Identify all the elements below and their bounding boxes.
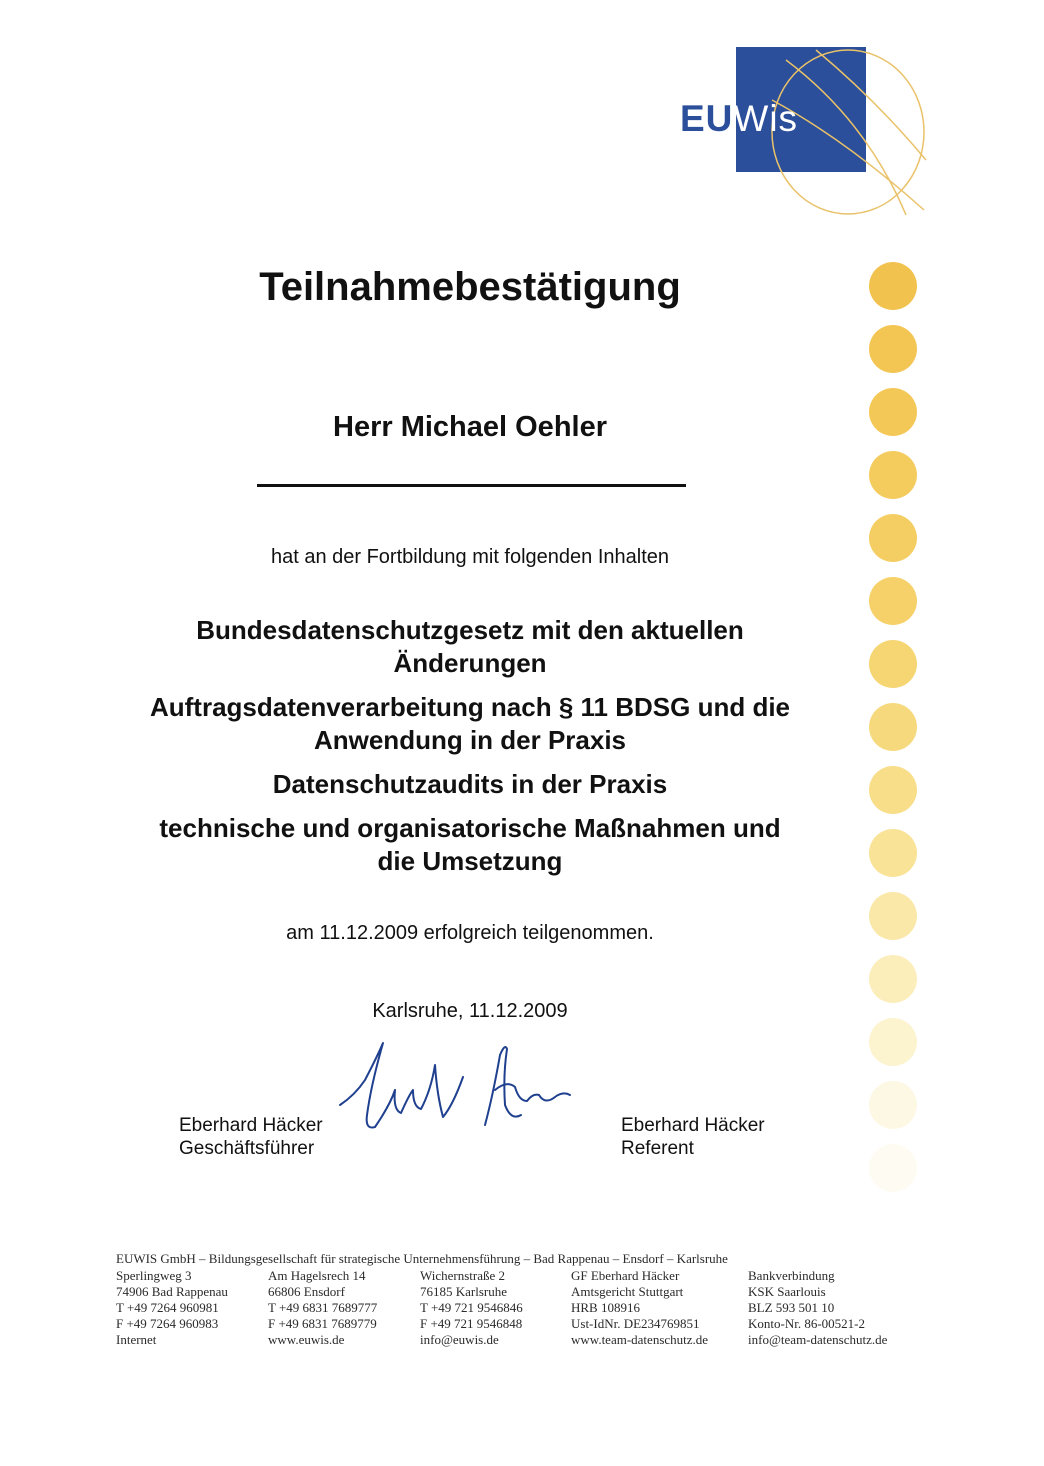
place-date: Karlsruhe, 11.12.2009 bbox=[372, 1000, 568, 1022]
intro-text: hat an der Fortbildung mit folgenden Inhalten bbox=[270, 546, 670, 568]
footer-line: GF Eberhard Häcker bbox=[571, 1268, 680, 1283]
footer-line: T +49 721 9546846 bbox=[420, 1300, 523, 1315]
decorative-dot bbox=[869, 829, 917, 877]
company-footer bbox=[116, 1251, 888, 1350]
topic-line: Datenschutzaudits in der Praxis bbox=[272, 769, 668, 799]
footer-line: Am Hagelsrech 14 bbox=[268, 1268, 366, 1283]
signatory-left-role: Geschäftsführer bbox=[179, 1138, 315, 1159]
topic-line: technische und organisatorische Maßnahmen und bbox=[159, 813, 781, 843]
participant-name: Herr Michael Oehler bbox=[333, 411, 607, 443]
signatory-right-name: Eberhard Häcker bbox=[621, 1115, 765, 1136]
topic-item bbox=[90, 768, 850, 801]
footer-line: 66806 Ensdorf bbox=[268, 1284, 345, 1299]
decorative-dot bbox=[869, 703, 917, 751]
decorative-dot bbox=[869, 766, 917, 814]
footer-email-link[interactable]: info@euwis.de bbox=[420, 1332, 499, 1347]
footer-line: T +49 7264 960981 bbox=[116, 1300, 219, 1315]
footer-column-bank bbox=[748, 1268, 887, 1348]
euwis-logo bbox=[676, 40, 932, 220]
footer-line: 76185 Karlsruhe bbox=[420, 1284, 508, 1299]
footer-line: HRB 108916 bbox=[571, 1300, 640, 1315]
footer-line: Ust-IdNr. DE234769851 bbox=[571, 1316, 700, 1331]
footer-line: Internet bbox=[116, 1332, 157, 1347]
footer-email-link[interactable]: info@team-datenschutz.de bbox=[748, 1332, 888, 1347]
decorative-dot bbox=[869, 1081, 917, 1129]
footer-line: T +49 6831 7689777 bbox=[268, 1300, 378, 1315]
footer-headline: EUWIS GmbH – Bildungsgesellschaft für strategische Unternehmensführung – Bad Rappenau – Ensdorf – Karlsruhe bbox=[116, 1251, 728, 1266]
decorative-dot bbox=[869, 514, 917, 562]
footer-line: Wichernstraße 2 bbox=[420, 1268, 506, 1283]
decorative-dot bbox=[869, 640, 917, 688]
footer-line: Amtsgericht Stuttgart bbox=[571, 1284, 684, 1299]
footer-column-registry bbox=[571, 1268, 708, 1348]
footer-line: F +49 7264 960983 bbox=[116, 1316, 219, 1331]
logo-text-wis: Wis bbox=[733, 98, 799, 139]
name-underline bbox=[257, 484, 686, 487]
decorative-dot bbox=[869, 1144, 917, 1192]
topic-line: Änderungen bbox=[393, 648, 547, 678]
footer-column-bad-rappenau bbox=[116, 1268, 228, 1348]
decorative-dot bbox=[869, 262, 917, 310]
logo-text-eu: EU bbox=[680, 98, 734, 139]
footer-line: Konto-Nr. 86-00521-2 bbox=[748, 1316, 865, 1331]
footer-line: F +49 6831 7689779 bbox=[268, 1316, 377, 1331]
topic-line: Anwendung in der Praxis bbox=[313, 725, 627, 755]
logo-wordmark bbox=[680, 98, 798, 140]
decorative-dot bbox=[869, 388, 917, 436]
handwritten-signature bbox=[335, 1035, 585, 1145]
topic-list bbox=[90, 614, 850, 889]
footer-line: BLZ 593 501 10 bbox=[748, 1300, 835, 1315]
footer-line: Bankverbindung bbox=[748, 1268, 835, 1283]
footer-website-link[interactable]: www.team-datenschutz.de bbox=[571, 1332, 709, 1347]
topic-item bbox=[90, 614, 850, 680]
decorative-dot bbox=[869, 892, 917, 940]
topic-line: Auftragsdatenverarbeitung nach § 11 BDSG und die bbox=[149, 692, 791, 722]
decorative-dot bbox=[869, 577, 917, 625]
footer-column-ensdorf bbox=[268, 1268, 377, 1348]
signatory-left-name: Eberhard Häcker bbox=[179, 1115, 323, 1136]
signatory-left bbox=[179, 1114, 323, 1160]
footer-line: F +49 721 9546848 bbox=[420, 1316, 523, 1331]
signatory-right bbox=[621, 1114, 765, 1160]
footer-website-link[interactable]: www.euwis.de bbox=[268, 1332, 345, 1347]
footer-line: KSK Saarlouis bbox=[748, 1284, 826, 1299]
footer-line: Sperlingweg 3 bbox=[116, 1268, 192, 1283]
topic-item bbox=[90, 691, 850, 757]
decorative-dot bbox=[869, 325, 917, 373]
completion-text: am 11.12.2009 erfolgreich teilgenommen. bbox=[286, 922, 654, 944]
decorative-dot bbox=[869, 451, 917, 499]
signatory-right-role: Referent bbox=[621, 1138, 694, 1159]
topic-item bbox=[90, 812, 850, 878]
footer-columns bbox=[116, 1268, 888, 1350]
topic-line: Bundesdatenschutzgesetz mit den aktuellen bbox=[196, 615, 744, 645]
decorative-dot bbox=[869, 1018, 917, 1066]
footer-line: 74906 Bad Rappenau bbox=[116, 1284, 228, 1299]
footer-column-karlsruhe bbox=[420, 1268, 523, 1348]
decorative-dot bbox=[869, 955, 917, 1003]
topic-line: die Umsetzung bbox=[377, 846, 563, 876]
page-title: Teilnahmebestätigung bbox=[259, 265, 681, 309]
